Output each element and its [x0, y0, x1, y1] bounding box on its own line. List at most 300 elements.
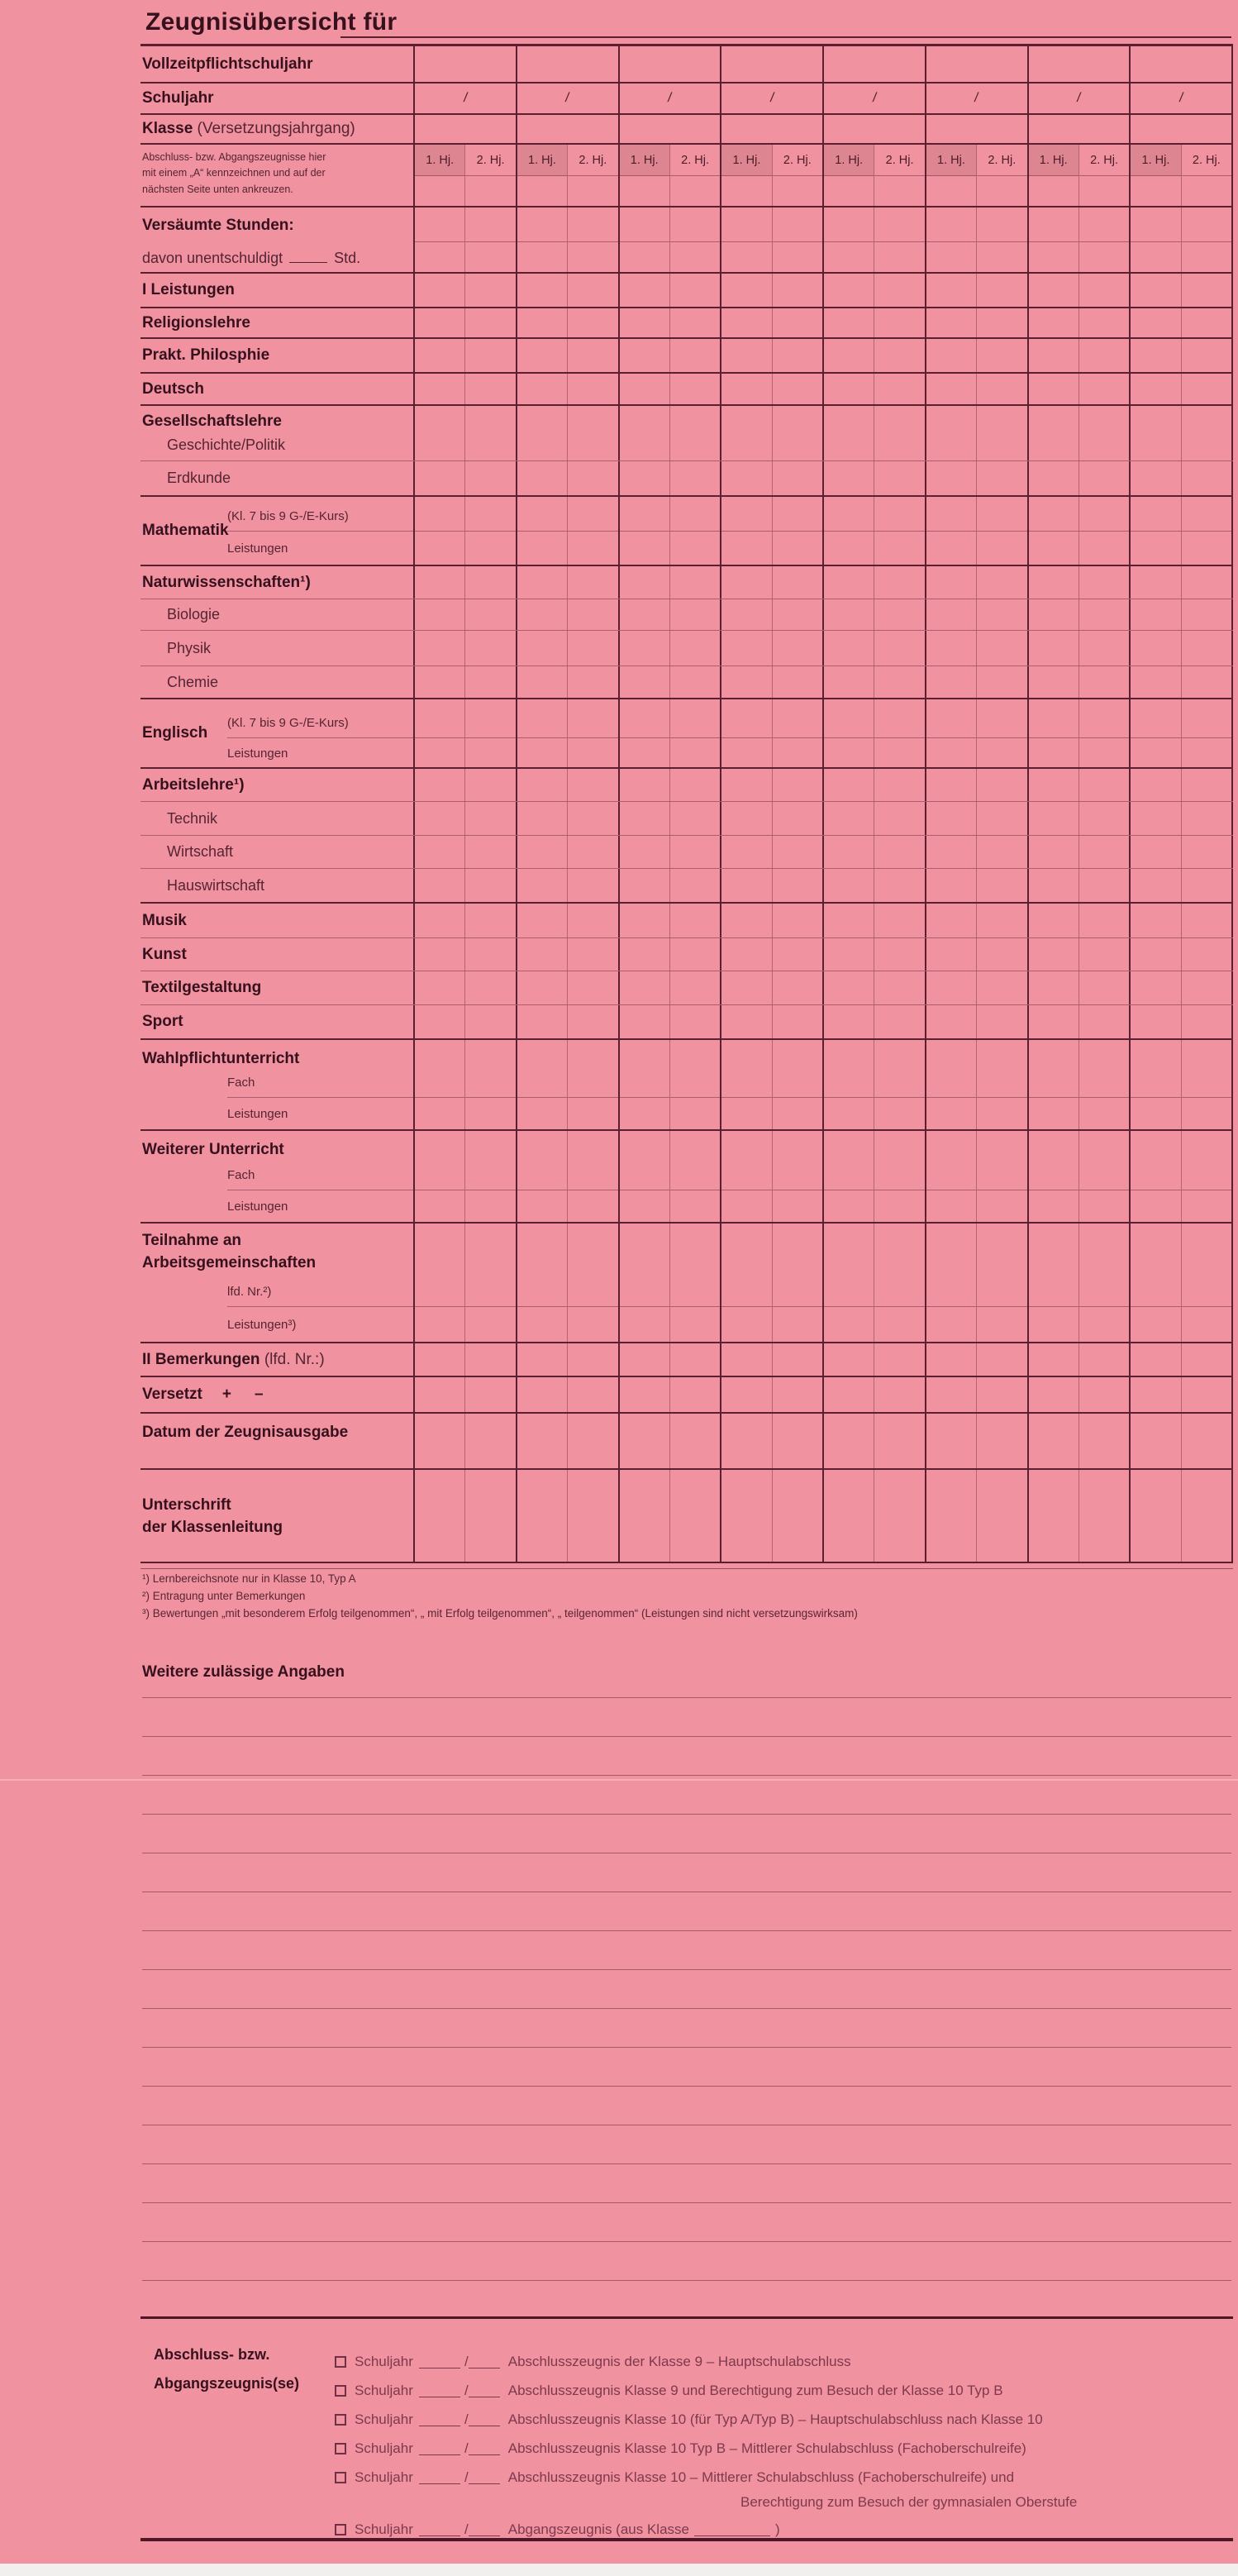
grade-cell[interactable] — [618, 769, 669, 801]
grade-cell[interactable] — [1027, 497, 1078, 565]
grade-cell[interactable] — [464, 461, 515, 495]
grade-cell[interactable] — [464, 699, 515, 767]
grade-cell[interactable] — [976, 339, 1026, 372]
grade-cell[interactable] — [925, 836, 976, 868]
grade-cell[interactable] — [1027, 1377, 1078, 1412]
grade-cell[interactable] — [720, 208, 771, 272]
grade-cell[interactable] — [772, 1224, 822, 1342]
grade-cell[interactable] — [720, 904, 771, 937]
grade-cell[interactable] — [925, 208, 976, 272]
grade-cell[interactable] — [1181, 1343, 1231, 1376]
grade-cell[interactable] — [413, 938, 464, 971]
grade-cell[interactable] — [1129, 374, 1180, 404]
grade-cell[interactable] — [1078, 802, 1129, 835]
grade-cell[interactable] — [1129, 1414, 1180, 1468]
grade-cell[interactable] — [822, 904, 874, 937]
grade-cell[interactable] — [413, 699, 464, 767]
grade-cell[interactable] — [925, 1005, 976, 1038]
grade-cell[interactable] — [1129, 869, 1180, 902]
grade-cell[interactable] — [1078, 461, 1129, 495]
schuljahr-year-blank[interactable] — [419, 2356, 460, 2368]
grade-cell[interactable] — [464, 971, 515, 1004]
grade-cell[interactable] — [822, 461, 874, 495]
grade-cell[interactable] — [464, 566, 515, 599]
grade-cell[interactable] — [464, 339, 515, 372]
grade-cell[interactable] — [567, 599, 617, 630]
grade-cell[interactable] — [925, 274, 976, 307]
grade-cell[interactable] — [669, 904, 720, 937]
grade-cell[interactable] — [720, 938, 771, 971]
year-cell[interactable] — [1027, 46, 1130, 82]
grade-cell[interactable] — [822, 406, 874, 460]
hours-blank[interactable] — [289, 250, 327, 263]
grade-cell[interactable] — [874, 1224, 924, 1342]
grade-cell[interactable] — [669, 274, 720, 307]
grade-cell[interactable] — [618, 1040, 669, 1129]
grade-cell[interactable] — [772, 1131, 822, 1222]
schuljahr-year-blank[interactable] — [419, 2472, 460, 2484]
grade-cell[interactable] — [976, 1131, 1026, 1222]
grade-cell[interactable] — [1181, 938, 1231, 971]
grade-cell[interactable] — [413, 274, 464, 307]
grade-cell[interactable] — [413, 971, 464, 1004]
grade-cell[interactable] — [822, 1414, 874, 1468]
grade-cell[interactable] — [567, 1343, 617, 1376]
grade-cell[interactable] — [567, 566, 617, 599]
grade-cell[interactable] — [772, 769, 822, 801]
grade-cell[interactable] — [720, 769, 771, 801]
grade-cell[interactable] — [976, 308, 1026, 337]
grade-cell[interactable] — [822, 497, 874, 565]
year-cell[interactable] — [516, 83, 618, 113]
grade-cell[interactable] — [976, 938, 1026, 971]
grade-cell[interactable] — [669, 769, 720, 801]
grade-cell[interactable] — [669, 971, 720, 1004]
grade-cell[interactable] — [464, 1377, 515, 1412]
grade-cell[interactable] — [1181, 1005, 1231, 1038]
year-cell[interactable] — [1027, 115, 1130, 143]
grade-cell[interactable] — [772, 566, 822, 599]
grade-cell[interactable] — [464, 938, 515, 971]
schuljahr-year2-blank[interactable] — [469, 2356, 500, 2368]
grade-cell[interactable] — [669, 308, 720, 337]
grade-cell[interactable] — [772, 666, 822, 698]
grade-cell[interactable] — [1181, 904, 1231, 937]
grade-cell[interactable] — [1027, 406, 1078, 460]
grade-cell[interactable] — [822, 1005, 874, 1038]
grade-cell[interactable] — [618, 971, 669, 1004]
grade-cell[interactable] — [822, 971, 874, 1004]
grade-cell[interactable] — [1078, 1343, 1129, 1376]
grade-cell[interactable] — [413, 374, 464, 404]
grade-cell[interactable] — [772, 461, 822, 495]
grade-cell[interactable] — [618, 1470, 669, 1562]
grade-cell[interactable] — [516, 208, 567, 272]
writing-line[interactable] — [142, 2047, 1231, 2048]
year-cell[interactable] — [822, 83, 925, 113]
grade-cell[interactable] — [464, 869, 515, 902]
grade-cell[interactable] — [822, 1470, 874, 1562]
grade-cell[interactable] — [925, 1343, 976, 1376]
grade-cell[interactable] — [567, 631, 617, 665]
writing-line[interactable] — [142, 1969, 1231, 1970]
grade-cell[interactable] — [1181, 836, 1231, 868]
grade-cell[interactable] — [516, 308, 567, 337]
grade-cell[interactable] — [1078, 497, 1129, 565]
grade-cell[interactable] — [1078, 666, 1129, 698]
grade-cell[interactable] — [772, 1040, 822, 1129]
year-cell[interactable] — [413, 83, 516, 113]
writing-line[interactable] — [142, 2202, 1231, 2203]
grade-cell[interactable] — [618, 1343, 669, 1376]
grade-cell[interactable] — [567, 1470, 617, 1562]
grade-cell[interactable] — [1078, 938, 1129, 971]
grade-cell[interactable] — [874, 971, 924, 1004]
grade-cell[interactable] — [669, 802, 720, 835]
grade-cell[interactable] — [720, 1224, 771, 1342]
grade-cell[interactable] — [618, 631, 669, 665]
grade-cell[interactable] — [976, 374, 1026, 404]
grade-cell[interactable] — [1181, 971, 1231, 1004]
grade-cell[interactable] — [413, 1343, 464, 1376]
grade-cell[interactable] — [1027, 904, 1078, 937]
grade-cell[interactable] — [720, 274, 771, 307]
grade-cell[interactable] — [822, 1131, 874, 1222]
grade-cell[interactable] — [413, 769, 464, 801]
year-cell[interactable] — [720, 46, 822, 82]
grade-cell[interactable] — [1027, 566, 1078, 599]
grade-cell[interactable] — [1078, 308, 1129, 337]
grade-cell[interactable] — [976, 1224, 1026, 1342]
grade-cell[interactable] — [413, 802, 464, 835]
grade-cell[interactable] — [567, 769, 617, 801]
year-cell[interactable] — [516, 46, 618, 82]
year-cell[interactable] — [516, 115, 618, 143]
grade-cell[interactable] — [1181, 769, 1231, 801]
grade-cell[interactable] — [1078, 1377, 1129, 1412]
grade-cell[interactable] — [413, 1040, 464, 1129]
grade-cell[interactable] — [413, 836, 464, 868]
year-cell[interactable] — [925, 46, 1027, 82]
grade-cell[interactable] — [874, 274, 924, 307]
grade-cell[interactable] — [1078, 904, 1129, 937]
grade-cell[interactable] — [874, 1005, 924, 1038]
grade-cell[interactable] — [618, 802, 669, 835]
grade-cell[interactable] — [720, 869, 771, 902]
grade-cell[interactable] — [618, 566, 669, 599]
grade-cell[interactable] — [772, 1005, 822, 1038]
grade-cell[interactable] — [464, 274, 515, 307]
grade-cell[interactable] — [516, 1040, 567, 1129]
grade-cell[interactable] — [464, 1005, 515, 1038]
grade-cell[interactable] — [822, 208, 874, 272]
grade-cell[interactable] — [516, 769, 567, 801]
grade-cell[interactable] — [413, 904, 464, 937]
grade-cell[interactable] — [822, 938, 874, 971]
grade-cell[interactable] — [976, 631, 1026, 665]
grade-cell[interactable] — [1129, 308, 1180, 337]
grade-cell[interactable] — [976, 1005, 1026, 1038]
grade-cell[interactable] — [1027, 1131, 1078, 1222]
grade-cell[interactable] — [669, 497, 720, 565]
grade-cell[interactable] — [618, 1414, 669, 1468]
grade-cell[interactable] — [874, 1414, 924, 1468]
grade-cell[interactable] — [567, 1131, 617, 1222]
year-cell[interactable] — [1027, 83, 1130, 113]
grade-cell[interactable] — [516, 1377, 567, 1412]
grade-cell[interactable] — [720, 1470, 771, 1562]
grade-cell[interactable] — [1027, 208, 1078, 272]
grade-cell[interactable] — [1078, 566, 1129, 599]
grade-cell[interactable] — [669, 1414, 720, 1468]
writing-line[interactable] — [142, 1891, 1231, 1892]
grade-cell[interactable] — [976, 869, 1026, 902]
grade-cell[interactable] — [669, 1005, 720, 1038]
grade-cell[interactable] — [822, 1224, 874, 1342]
grade-cell[interactable] — [618, 599, 669, 630]
grade-cell[interactable] — [464, 497, 515, 565]
schuljahr-year-blank[interactable] — [419, 2414, 460, 2426]
grade-cell[interactable] — [720, 1005, 771, 1038]
grade-cell[interactable] — [976, 1343, 1026, 1376]
grade-cell[interactable] — [1129, 406, 1180, 460]
grade-cell[interactable] — [516, 938, 567, 971]
year-cell[interactable] — [720, 115, 822, 143]
grade-cell[interactable] — [1181, 699, 1231, 767]
grade-cell[interactable] — [874, 1343, 924, 1376]
writing-line[interactable] — [142, 1697, 1231, 1698]
grade-cell[interactable] — [976, 666, 1026, 698]
grade-cell[interactable] — [567, 374, 617, 404]
grade-cell[interactable] — [618, 1005, 669, 1038]
grade-cell[interactable] — [1027, 869, 1078, 902]
grade-cell[interactable] — [1078, 1005, 1129, 1038]
grade-cell[interactable] — [516, 374, 567, 404]
grade-cell[interactable] — [925, 699, 976, 767]
grade-cell[interactable] — [822, 566, 874, 599]
grade-cell[interactable] — [669, 599, 720, 630]
grade-cell[interactable] — [772, 904, 822, 937]
grade-cell[interactable] — [1129, 699, 1180, 767]
grade-cell[interactable] — [720, 1131, 771, 1222]
grade-cell[interactable] — [516, 1005, 567, 1038]
grade-cell[interactable] — [464, 836, 515, 868]
grade-cell[interactable] — [567, 1005, 617, 1038]
grade-cell[interactable] — [1027, 339, 1078, 372]
grade-cell[interactable] — [1181, 497, 1231, 565]
grade-cell[interactable] — [413, 406, 464, 460]
grade-cell[interactable] — [772, 802, 822, 835]
grade-cell[interactable] — [516, 1224, 567, 1342]
grade-cell[interactable] — [822, 631, 874, 665]
year-cell[interactable] — [413, 46, 516, 82]
grade-cell[interactable] — [464, 1040, 515, 1129]
grade-cell[interactable] — [567, 461, 617, 495]
writing-line[interactable] — [142, 1814, 1231, 1815]
grade-cell[interactable] — [1129, 938, 1180, 971]
grade-cell[interactable] — [669, 869, 720, 902]
grade-cell[interactable] — [874, 461, 924, 495]
grade-cell[interactable] — [516, 666, 567, 698]
grade-cell[interactable] — [618, 904, 669, 937]
grade-cell[interactable] — [874, 1131, 924, 1222]
grade-cell[interactable] — [720, 836, 771, 868]
grade-cell[interactable] — [925, 971, 976, 1004]
writing-line[interactable] — [142, 2008, 1231, 2009]
grade-cell[interactable] — [976, 406, 1026, 460]
grade-cell[interactable] — [925, 308, 976, 337]
grade-cell[interactable] — [1181, 274, 1231, 307]
grade-cell[interactable] — [413, 631, 464, 665]
grade-cell[interactable] — [618, 699, 669, 767]
year-cell[interactable] — [618, 83, 721, 113]
grade-cell[interactable] — [669, 374, 720, 404]
grade-cell[interactable] — [1181, 1224, 1231, 1342]
grade-cell[interactable] — [1129, 802, 1180, 835]
grade-cell[interactable] — [413, 1224, 464, 1342]
grade-cell[interactable] — [669, 1040, 720, 1129]
grade-cell[interactable] — [925, 938, 976, 971]
grade-cell[interactable] — [874, 631, 924, 665]
grade-cell[interactable] — [874, 904, 924, 937]
grade-cell[interactable] — [1181, 566, 1231, 599]
grade-cell[interactable] — [1078, 869, 1129, 902]
grade-cell[interactable] — [822, 339, 874, 372]
grade-cell[interactable] — [567, 497, 617, 565]
grade-cell[interactable] — [874, 769, 924, 801]
grade-cell[interactable] — [413, 869, 464, 902]
grade-cell[interactable] — [925, 904, 976, 937]
grade-cell[interactable] — [772, 339, 822, 372]
grade-cell[interactable] — [464, 1343, 515, 1376]
grade-cell[interactable] — [669, 631, 720, 665]
grade-cell[interactable] — [822, 769, 874, 801]
grade-cell[interactable] — [976, 566, 1026, 599]
grade-cell[interactable] — [976, 836, 1026, 868]
grade-cell[interactable] — [516, 699, 567, 767]
grade-cell[interactable] — [874, 339, 924, 372]
grade-cell[interactable] — [413, 1470, 464, 1562]
grade-cell[interactable] — [1027, 836, 1078, 868]
grade-cell[interactable] — [464, 406, 515, 460]
grade-cell[interactable] — [1078, 836, 1129, 868]
grade-cell[interactable] — [567, 274, 617, 307]
grade-cell[interactable] — [720, 699, 771, 767]
grade-cell[interactable] — [1129, 836, 1180, 868]
grade-cell[interactable] — [669, 1224, 720, 1342]
checkbox-icon[interactable] — [335, 2524, 346, 2535]
grade-cell[interactable] — [822, 374, 874, 404]
grade-cell[interactable] — [822, 274, 874, 307]
grade-cell[interactable] — [669, 836, 720, 868]
grade-cell[interactable] — [1181, 599, 1231, 630]
grade-cell[interactable] — [567, 802, 617, 835]
grade-cell[interactable] — [1129, 208, 1180, 272]
grade-cell[interactable] — [1078, 406, 1129, 460]
checkbox-icon[interactable] — [335, 2385, 346, 2397]
grade-cell[interactable] — [618, 406, 669, 460]
grade-cell[interactable] — [618, 1131, 669, 1222]
grade-cell[interactable] — [874, 869, 924, 902]
grade-cell[interactable] — [772, 631, 822, 665]
year-cell[interactable] — [1129, 115, 1231, 143]
grade-cell[interactable] — [976, 1040, 1026, 1129]
grade-cell[interactable] — [822, 1377, 874, 1412]
year-cell[interactable] — [720, 83, 822, 113]
grade-cell[interactable] — [925, 869, 976, 902]
grade-cell[interactable] — [772, 836, 822, 868]
grade-cell[interactable] — [1078, 1131, 1129, 1222]
grade-cell[interactable] — [772, 699, 822, 767]
grade-cell[interactable] — [720, 1343, 771, 1376]
grade-cell[interactable] — [874, 599, 924, 630]
grade-cell[interactable] — [516, 836, 567, 868]
grade-cell[interactable] — [567, 339, 617, 372]
grade-cell[interactable] — [1181, 666, 1231, 698]
grade-cell[interactable] — [925, 802, 976, 835]
grade-cell[interactable] — [567, 406, 617, 460]
grade-cell[interactable] — [1078, 631, 1129, 665]
checkbox-icon[interactable] — [335, 2414, 346, 2426]
grade-cell[interactable] — [1129, 599, 1180, 630]
grade-cell[interactable] — [925, 1040, 976, 1129]
grade-cell[interactable] — [1078, 339, 1129, 372]
grade-cell[interactable] — [1181, 1377, 1231, 1412]
schuljahr-year-blank[interactable] — [419, 2443, 460, 2455]
year-cell[interactable] — [925, 83, 1027, 113]
grade-cell[interactable] — [516, 802, 567, 835]
grade-cell[interactable] — [413, 1377, 464, 1412]
schuljahr-year2-blank[interactable] — [469, 2385, 500, 2397]
grade-cell[interactable] — [720, 461, 771, 495]
grade-cell[interactable] — [464, 631, 515, 665]
grade-cell[interactable] — [464, 599, 515, 630]
grade-cell[interactable] — [567, 904, 617, 937]
grade-cell[interactable] — [1078, 699, 1129, 767]
grade-cell[interactable] — [516, 274, 567, 307]
grade-cell[interactable] — [976, 274, 1026, 307]
grade-cell[interactable] — [516, 971, 567, 1004]
grade-cell[interactable] — [516, 631, 567, 665]
grade-cell[interactable] — [772, 374, 822, 404]
grade-cell[interactable] — [1027, 599, 1078, 630]
grade-cell[interactable] — [874, 1377, 924, 1412]
grade-cell[interactable] — [464, 802, 515, 835]
grade-cell[interactable] — [976, 599, 1026, 630]
grade-cell[interactable] — [720, 308, 771, 337]
grade-cell[interactable] — [567, 938, 617, 971]
grade-cell[interactable] — [567, 1040, 617, 1129]
grade-cell[interactable] — [516, 339, 567, 372]
grade-cell[interactable] — [925, 631, 976, 665]
grade-cell[interactable] — [720, 1414, 771, 1468]
grade-cell[interactable] — [976, 1470, 1026, 1562]
grade-cell[interactable] — [1078, 1040, 1129, 1129]
grade-cell[interactable] — [720, 374, 771, 404]
grade-cell[interactable] — [772, 1414, 822, 1468]
grade-cell[interactable] — [874, 666, 924, 698]
grade-cell[interactable] — [976, 461, 1026, 495]
writing-line[interactable] — [142, 1775, 1231, 1776]
grade-cell[interactable] — [925, 1131, 976, 1222]
grade-cell[interactable] — [669, 1131, 720, 1222]
grade-cell[interactable] — [669, 699, 720, 767]
grade-cell[interactable] — [1027, 938, 1078, 971]
grade-cell[interactable] — [567, 836, 617, 868]
grade-cell[interactable] — [976, 904, 1026, 937]
grade-cell[interactable] — [874, 406, 924, 460]
grade-cell[interactable] — [772, 308, 822, 337]
